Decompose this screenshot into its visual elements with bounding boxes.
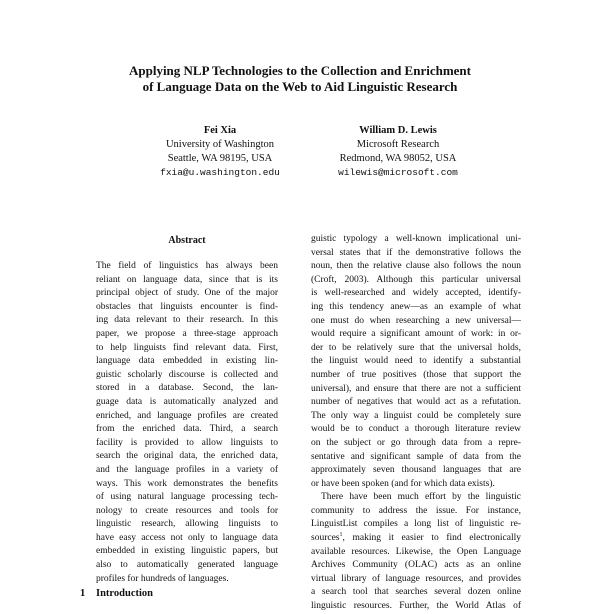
text-line: available resources. Likewise, the Open Language xyxy=(311,546,521,557)
author-email: wilewis@microsoft.com xyxy=(338,167,458,178)
text-line: of using natural language processing tech- xyxy=(96,492,278,503)
text-line: the linguist would need to identify a substantial xyxy=(311,356,521,367)
text-line: LinguistList compiles a long list of linguistic re- xyxy=(311,519,521,530)
section-number: 1 xyxy=(80,588,86,599)
text-line: guage data is automatically analyzed and xyxy=(96,396,278,407)
title-line-2: of Language Data on the Web to Aid Linguistic Research xyxy=(142,79,458,94)
text-line: stored in a database. Second, the lan- xyxy=(96,383,278,394)
text-line: versal states that if the demonstrative follows the xyxy=(311,247,521,258)
section-title: Introduction xyxy=(96,588,153,599)
text-line: search the original data, the enriched data, xyxy=(96,451,278,462)
text-line: paper, we propose a three-stage approach xyxy=(96,328,278,339)
text-line: would be to conduct a thorough literature review xyxy=(311,424,521,435)
text-line: linguistic resources. Further, the World Atlas of xyxy=(311,601,521,612)
text-line: number of negatives that would act as a refutation. xyxy=(311,397,521,408)
text-line: would require a significant amount of work: in or- xyxy=(311,329,521,340)
author-affiliation: Microsoft Research xyxy=(356,139,440,150)
text-line: There have been much effort by the linguistic xyxy=(321,492,521,503)
author-address: Seattle, WA 98195, USA xyxy=(167,153,273,164)
text-line: (Croft, 2003). Although this particular universal xyxy=(311,274,521,285)
text-line: der to be relatively sure that the universal holds, xyxy=(311,342,521,353)
text-line: also to automatically generated language xyxy=(96,560,278,571)
text-line: one must do when researching a new universal— xyxy=(311,315,521,326)
text-line: noun, then the relative clause also follows the noun xyxy=(311,261,521,272)
author-address: Redmond, WA 98052, USA xyxy=(339,153,457,164)
text-line: embedded in existing linguistic papers, but xyxy=(96,546,278,557)
footnote-mark[interactable]: 1 xyxy=(339,532,343,538)
author-affiliation: University of Washington xyxy=(165,139,275,150)
text-line: The only way a linguist could be completely sure xyxy=(311,410,521,421)
text-line: approximately seven thousand languages that are xyxy=(311,465,521,476)
text-line: number of true positives (those that support the xyxy=(311,369,521,380)
author-email: fxia@u.washington.edu xyxy=(160,167,280,178)
text-line: have easy access not only to language data xyxy=(96,532,278,543)
text-line: enriched, and language profiles are created xyxy=(96,410,278,421)
text-line: to help linguists find relevant data. First, xyxy=(96,342,278,353)
text-line: a search tool that searches several dozen online xyxy=(311,587,521,598)
text-line: facility is provided to allow linguists to xyxy=(96,437,278,448)
abstract-heading: Abstract xyxy=(168,235,206,246)
text-fragment: , making it easier to find electronically xyxy=(342,533,521,544)
author-name: Fei Xia xyxy=(203,125,237,136)
text-line: universal), and ensure that there are not a sufficient xyxy=(311,383,521,394)
text-line: or have been spoken (and for which data exists). xyxy=(311,478,495,489)
text-line: nology to create resources and tools for xyxy=(96,505,278,516)
text-line: sentative and significant sample of data from the xyxy=(311,451,521,462)
text-line: linguistic research, allowing linguists to xyxy=(96,519,278,530)
section-heading xyxy=(80,588,153,599)
text-line: ing this tendency anew—as an example of what xyxy=(311,301,521,312)
text-line: profiles for hundreds of languages. xyxy=(96,573,229,584)
text-line: ways. This work demonstrates the benefits xyxy=(96,478,278,489)
text-line: The field of linguistics has always been xyxy=(96,261,278,271)
text-line: ing data relevant to their research. In this xyxy=(96,315,278,326)
paper-title xyxy=(0,63,600,95)
text-line: guistic typology a well-known implicational uni- xyxy=(311,234,521,244)
text-line: and the language profiles in a variety of xyxy=(96,464,278,475)
text-line: guistic scholarly discourse is collected and xyxy=(96,369,278,380)
author-name: William D. Lewis xyxy=(359,125,437,136)
abstract-body xyxy=(96,260,278,586)
title-line-1: Applying NLP Technologies to the Collection and Enrichment xyxy=(128,63,471,78)
text-line: obstacles that linguists encounter is find- xyxy=(96,301,278,312)
text-line: principal object of study. One of the major xyxy=(96,288,278,299)
text-line xyxy=(311,532,521,546)
text-line: virtual library of language resources, and provides xyxy=(311,573,521,584)
author-block-2 xyxy=(278,124,518,180)
text-line: language data embedded in existing lin- xyxy=(96,356,278,367)
text-line: community to address the issue. For instance, xyxy=(311,505,521,516)
text-fragment: sources xyxy=(311,533,340,544)
text-line: Archives Community (OLAC) acts as an online xyxy=(311,560,521,571)
text-line: from the enriched data. Third, a search xyxy=(96,424,278,435)
text-line: reliant on language data, since that is its xyxy=(96,274,278,285)
text-line: is well-researched and widely accepted, identify- xyxy=(311,288,521,299)
text-line: on the subject or go through data from a repre- xyxy=(311,437,521,448)
right-column-body xyxy=(311,233,521,614)
